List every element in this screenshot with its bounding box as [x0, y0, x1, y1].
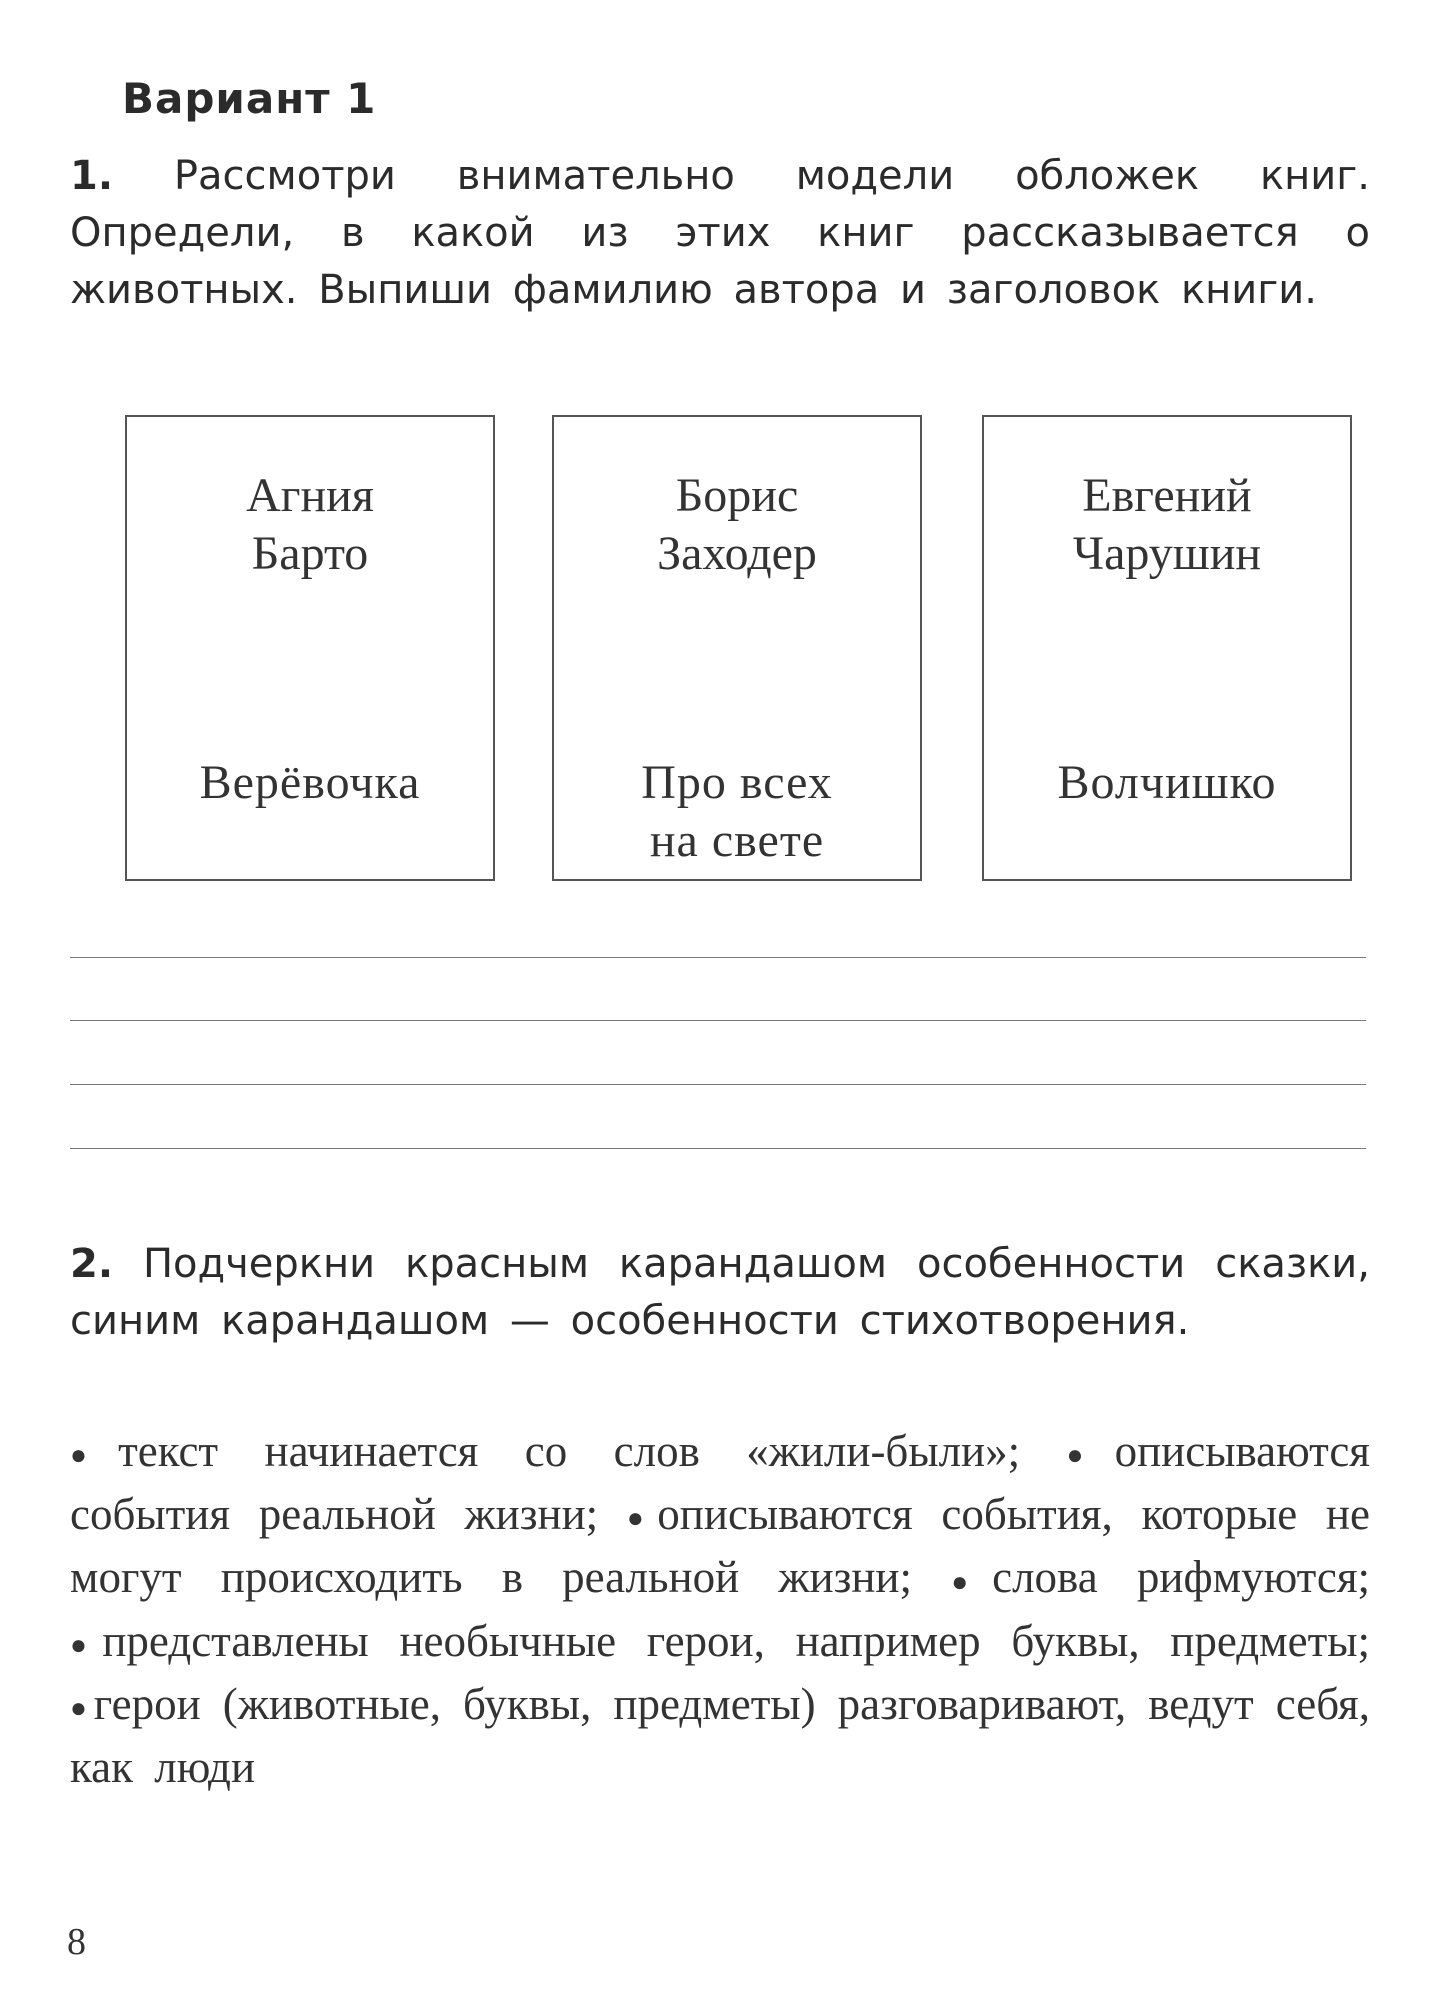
feature-text: слова рифмуются;	[992, 1552, 1371, 1603]
feature-text: представлены необычные герои, например буквы, предметы;	[102, 1615, 1370, 1666]
book-author	[127, 467, 493, 583]
author-last-name: Барто	[251, 527, 369, 580]
book-title	[984, 754, 1350, 812]
feature-item[interactable]	[951, 1552, 1370, 1602]
title-line: Волчишко	[1057, 756, 1277, 809]
answer-line[interactable]	[70, 1084, 1366, 1085]
task-2	[70, 1236, 1370, 1350]
book-title	[554, 754, 920, 870]
bullet-icon: ●	[70, 1629, 97, 1661]
title-line: на свете	[649, 814, 825, 867]
feature-text: описываются события реальной жизни;	[70, 1426, 1371, 1540]
feature-list	[70, 1422, 1370, 1797]
task-1	[70, 148, 1370, 319]
feature-text: описываются события, которые не могут происходить в реальной жизни;	[70, 1489, 1370, 1603]
bullet-icon: ●	[951, 1566, 987, 1598]
book-cover-charushin	[982, 415, 1352, 881]
author-first-name: Борис	[675, 469, 799, 522]
bullet-icon: ●	[70, 1692, 88, 1724]
book-author	[984, 467, 1350, 583]
author-first-name: Евгений	[1082, 469, 1252, 522]
task-1-text: Рассмотри внимательно модели обложек книг. Определи, в какой из этих книг рассказывается о животных. Выпиши фамилию автора и заголовок книги.	[70, 153, 1370, 313]
book-cover-barto	[125, 415, 495, 881]
title-line: Верёвочка	[199, 756, 421, 809]
task-2-text: Подчеркни красным карандашом особенности сказки, синим карандашом — особенности стихотворения.	[70, 1241, 1371, 1344]
book-author	[554, 467, 920, 583]
title-line: Про всех	[641, 756, 833, 809]
bullet-icon: ●	[626, 1503, 652, 1535]
author-last-name: Чарушин	[1072, 527, 1262, 580]
feature-text: герои (животные, буквы, предметы) разговаривают, ведут себя, как люди	[70, 1678, 1370, 1792]
task-1-number: 1.	[70, 153, 114, 199]
answer-line[interactable]	[70, 1020, 1366, 1021]
variant-heading: Вариант 1	[122, 74, 377, 123]
page-number: 8	[67, 1921, 86, 1963]
feature-item[interactable]	[70, 1679, 1370, 1792]
answer-line[interactable]	[70, 1148, 1366, 1149]
answer-line[interactable]	[70, 957, 1366, 958]
book-cover-zakhoder	[552, 415, 922, 881]
feature-text: текст начинается со слов «жили-были»;	[118, 1426, 1021, 1476]
bullet-icon: ●	[70, 1440, 113, 1472]
author-first-name: Агния	[246, 469, 374, 522]
task-2-number: 2.	[70, 1241, 114, 1287]
feature-item[interactable]	[70, 1616, 1370, 1666]
book-title	[127, 754, 493, 812]
feature-item[interactable]	[70, 1426, 1020, 1476]
bullet-icon: ●	[1066, 1440, 1109, 1472]
author-last-name: Заходер	[657, 527, 817, 580]
